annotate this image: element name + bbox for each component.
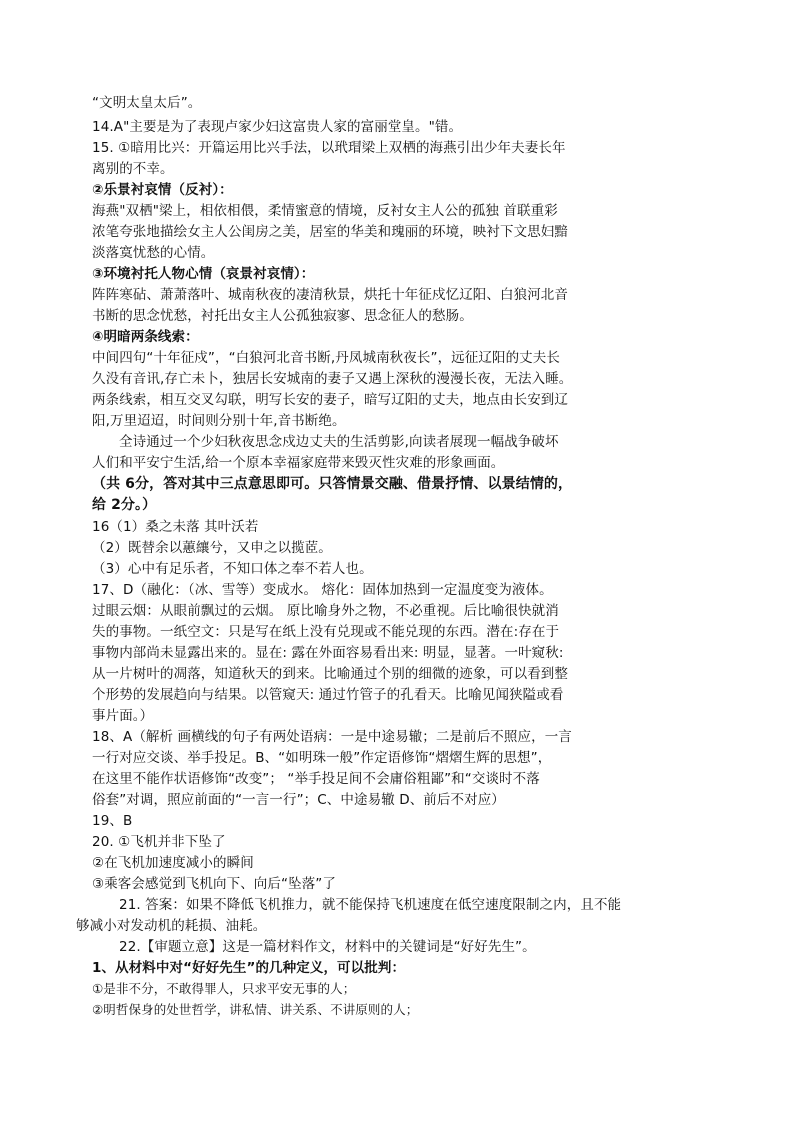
- text-line-23: （3）心中有足乐者，不知口体之奉不若人也。: [92, 561, 373, 577]
- text-line-4: 离别的不幸。: [92, 161, 174, 177]
- heading-two-clues: ④明暗两条线索：: [92, 329, 199, 345]
- text-line-7: 浓笔夸张地描绘女主人公闺房之美，居室的华美和瑰丽的环境，映衬下文思妇黯: [92, 224, 568, 240]
- text-line-22: （2）既替余以蕙纕兮，又申之以揽茝。: [92, 540, 332, 556]
- heading-environment: ③环境衬托人物心情（哀景衬哀情）：: [92, 266, 315, 282]
- text-line-36: 20. ①飞机并非下坠了: [92, 834, 226, 850]
- text-line-8: 淡落寞忧愁的心情。: [92, 245, 215, 261]
- text-line-32: 一行对应交谈、举手投足。B、“如明珠一般”作定语修饰“熠熠生辉的思想”，: [92, 750, 552, 766]
- text-line-14: 久没有音讯,存亡未卜，独居长安城南的妻子又遇上深秋的漫漫长夜，无法入睡。: [92, 371, 573, 387]
- text-line-15: 两条线索，相互交叉勾联，明写长安的妻子，暗写辽阳的丈夫，地点由长安到辽: [92, 392, 568, 408]
- text-line-10: 阵阵寒砧、萧萧落叶、城南秋夜的凄清秋景，烘托十年征戍忆辽阳、白狼河北音: [92, 287, 568, 303]
- text-line-38: ③乘客会感觉到飞机向下、向后“坠落”了: [92, 876, 336, 892]
- text-line-21: 16（1）桑之未落 其叶沃若: [92, 519, 259, 535]
- text-line-35: 19、B: [92, 813, 133, 829]
- text-line-27: 事物内部尚未显露出来的。显在: 露在外面容易看出来: 明显，显著。一叶窥秋:: [92, 645, 564, 661]
- text-line-13: 中间四句“十年征戍”，“白狼河北音书断,丹凤城南秋夜长”，远征辽阳的丈夫长: [92, 350, 560, 366]
- text-line-33: 在这里不能作状语修饰“改变”； “举手投足间不会庸俗粗鄙”和“交谈时不落: [92, 771, 540, 787]
- scoring-note-1: （共 6分，答对其中三点意思即可。只答情景交融、借景抒情、以景结情的，: [92, 476, 573, 492]
- text-line-2: 14.A"主要是为了表现卢家少妇这富贵人家的富丽堂皇。"错。: [92, 119, 463, 135]
- text-line-44: ②明哲保身的处世哲学，讲私情、讲关系、不讲原则的人；: [92, 1002, 419, 1017]
- text-line-31: 18、A（解析 画横线的句子有两处语病：一是中途易辙；二是前后不照应，一言: [92, 729, 572, 745]
- scoring-note-2: 给 2分。）: [92, 497, 157, 513]
- text-line-18: 人们和平安宁生活,给一个原本幸福家庭带来毁灭性灾难的形象画面。: [92, 455, 505, 471]
- text-line-6: 海燕"双栖"梁上，相依相偎，柔情蜜意的情境，反衬女主人公的孤独 首联重彩: [92, 203, 558, 219]
- text-line-26: 失的事物。一纸空文：只是写在纸上没有兑现或不能兑现的东西。潜在:存在于: [92, 624, 560, 640]
- text-line-17: 全诗通过一个少妇秋夜思念戍边丈夫的生活剪影,向读者展现一幅战争破坏: [119, 434, 559, 450]
- heading-definitions: 1、从材料中对“好好先生”的几种定义，可以批判：: [92, 960, 406, 976]
- text-line-34: 俗套”对调，照应前面的“一言一行”；C、中途易辙 D、前后不对应）: [92, 792, 505, 808]
- heading-contrast: ②乐景衬哀情（反衬）：: [92, 182, 233, 198]
- text-line-41: 22.【审题立意】这是一篇材料作文，材料中的关键词是“好好先生”。: [119, 939, 536, 955]
- text-line-25: 过眼云烟：从眼前飘过的云烟。 原比喻身外之物，不必重视。后比喻很快就消: [92, 603, 559, 619]
- text-line-29: 个形势的发展趋向与结果。以管窥天: 通过竹管子的孔看天。比喻见闻狭隘或看: [92, 687, 564, 703]
- text-line-40: 够减小对发动机的耗损、油耗。: [76, 918, 267, 934]
- text-line-16: 阳,万里迢迢，时间则分别十年,音书断绝。: [92, 413, 346, 429]
- text-line-1: “文明太皇太后”。: [92, 95, 202, 111]
- text-line-11: 书断的思念忧愁，衬托出女主人公孤独寂寥、思念征人的愁肠。: [92, 308, 473, 324]
- text-line-28: 从一片树叶的凋落，知道秋天的到来。比喻通过个别的细微的迹象，可以看到整: [92, 666, 568, 682]
- text-line-3: 15. ①暗用比兴：开篇运用比兴手法，以玳瑁梁上双栖的海燕引出少年夫妻长年: [92, 140, 566, 156]
- text-line-30: 事片面。）: [92, 708, 154, 724]
- text-line-37: ②在飞机加速度减小的瞬间: [92, 855, 254, 871]
- text-line-43: ①是非不分，不敢得罪人，只求平安无事的人；: [92, 981, 356, 996]
- text-line-39: 21. 答案：如果不降低飞机推力，就不能保持飞机速度在低空速度限制之内，且不能: [119, 897, 622, 913]
- text-line-24: 17、D（融化：（冰、雪等）变成水。 熔化：固体加热到一定温度变为液体。: [92, 582, 553, 598]
